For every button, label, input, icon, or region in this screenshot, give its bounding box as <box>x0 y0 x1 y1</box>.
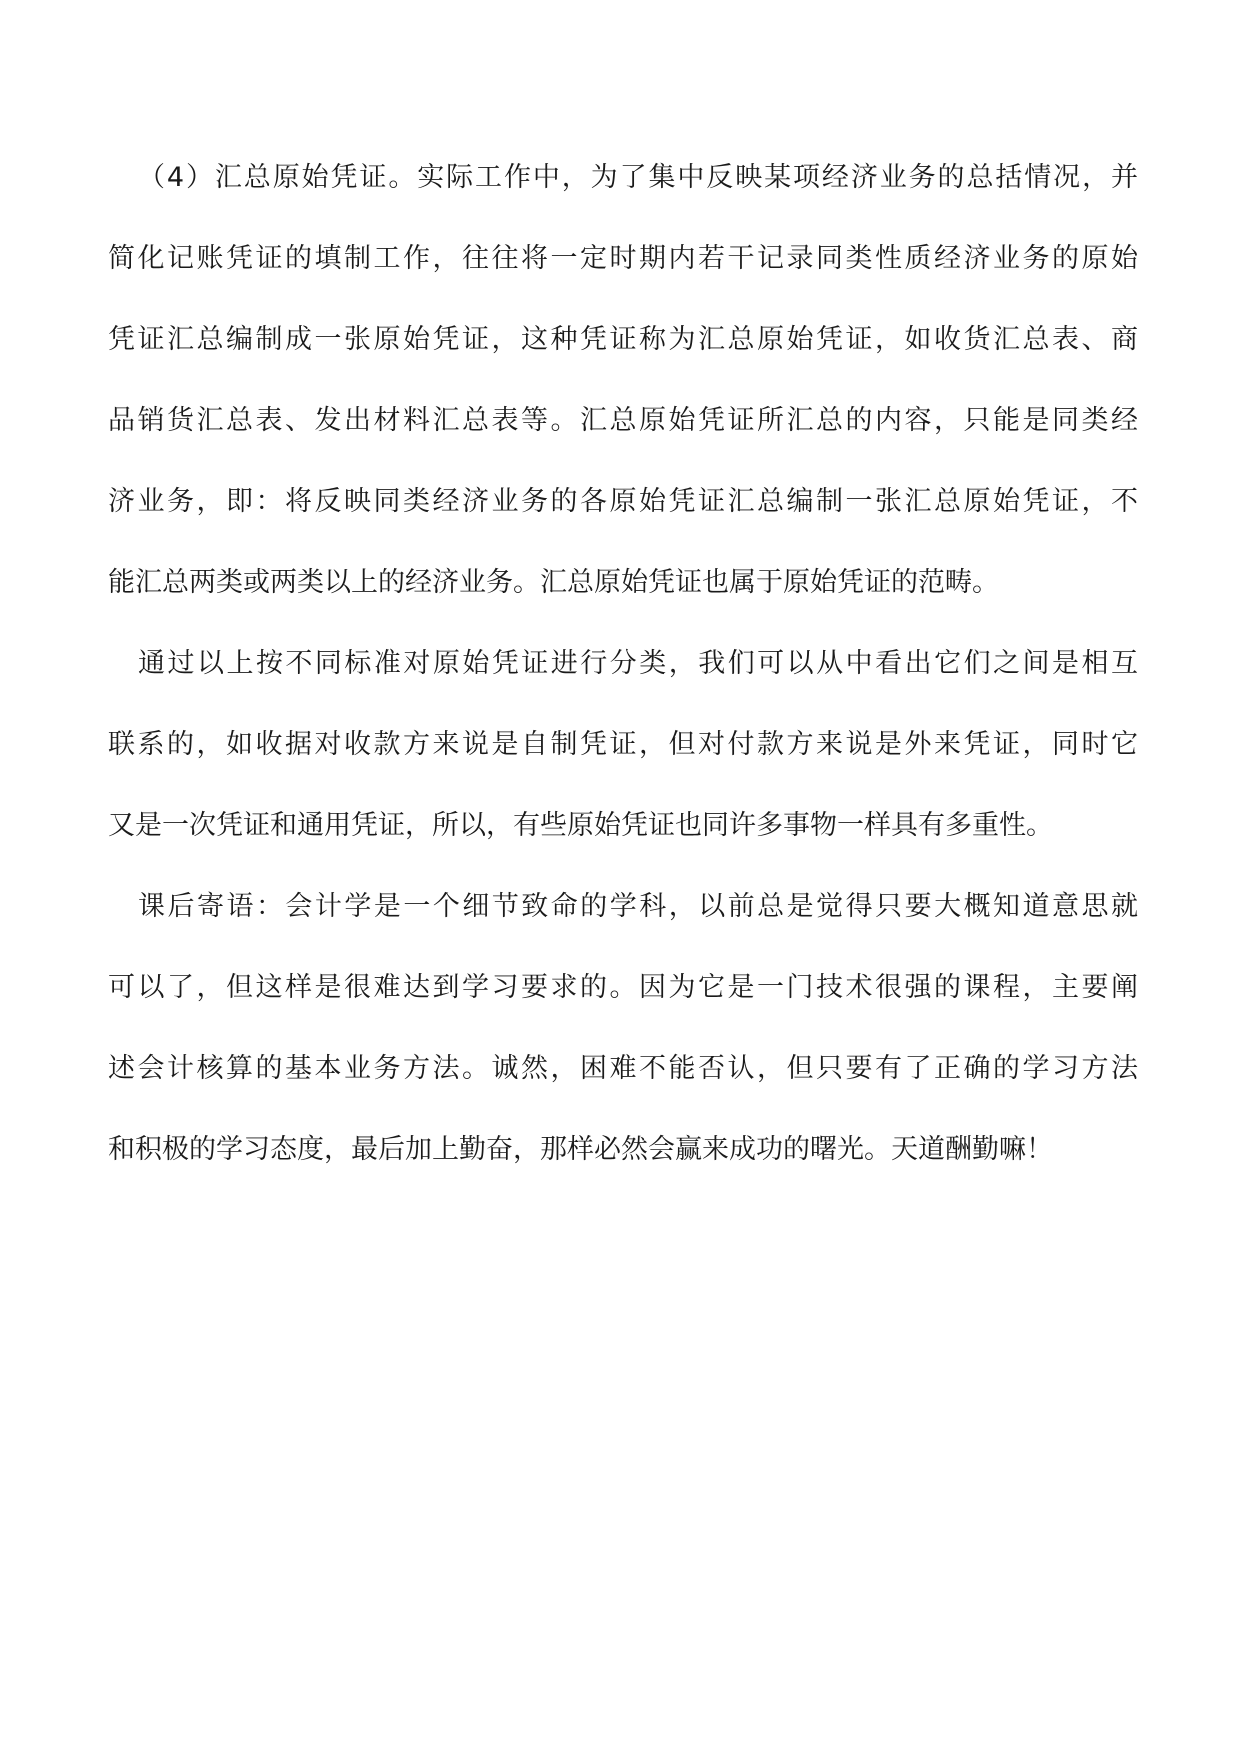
text-line: 品销货汇总表、发出材料汇总表等。汇总原始凭证所汇总的内容，只能是同类经 <box>108 405 1138 436</box>
text-line: （4）汇总原始凭证。实际工作中，为了集中反映某项经济业务的总括情况，并 <box>138 162 1138 193</box>
paragraph-classification-note <box>108 644 1138 846</box>
document-body <box>108 158 1138 1211</box>
text-line: 和积极的学习态度，最后加上勤奋，那样必然会赢来成功的曙光。天道酬勤嘛！ <box>108 1134 1053 1165</box>
text-line: 联系的，如收据对收款方来说是自制凭证，但对付款方来说是外来凭证，同时它 <box>108 729 1138 760</box>
text-line: 通过以上按不同标准对原始凭证进行分类，我们可以从中看出它们之间是相互 <box>138 648 1138 679</box>
text-line: 可以了，但这样是很难达到学习要求的。因为它是一门技术很强的课程，主要阐 <box>108 972 1138 1003</box>
paragraph-summary-voucher <box>108 158 1138 603</box>
text-line: 课后寄语：会计学是一个细节致命的学科，以前总是觉得只要大概知道意思就 <box>138 891 1138 922</box>
text-line: 济业务，即：将反映同类经济业务的各原始凭证汇总编制一张汇总原始凭证，不 <box>108 486 1138 517</box>
text-line: 凭证汇总编制成一张原始凭证，这种凭证称为汇总原始凭证，如收货汇总表、商 <box>108 324 1138 355</box>
text-line: 能汇总两类或两类以上的经济业务。汇总原始凭证也属于原始凭证的范畴。 <box>108 567 999 598</box>
text-line: 简化记账凭证的填制工作，往往将一定时期内若干记录同类性质经济业务的原始 <box>108 243 1138 274</box>
text-line: 述会计核算的基本业务方法。诚然，困难不能否认，但只要有了正确的学习方法 <box>108 1053 1138 1084</box>
paragraph-closing-message <box>108 887 1138 1170</box>
text-line: 又是一次凭证和通用凭证，所以，有些原始凭证也同许多事物一样具有多重性。 <box>108 810 1053 841</box>
